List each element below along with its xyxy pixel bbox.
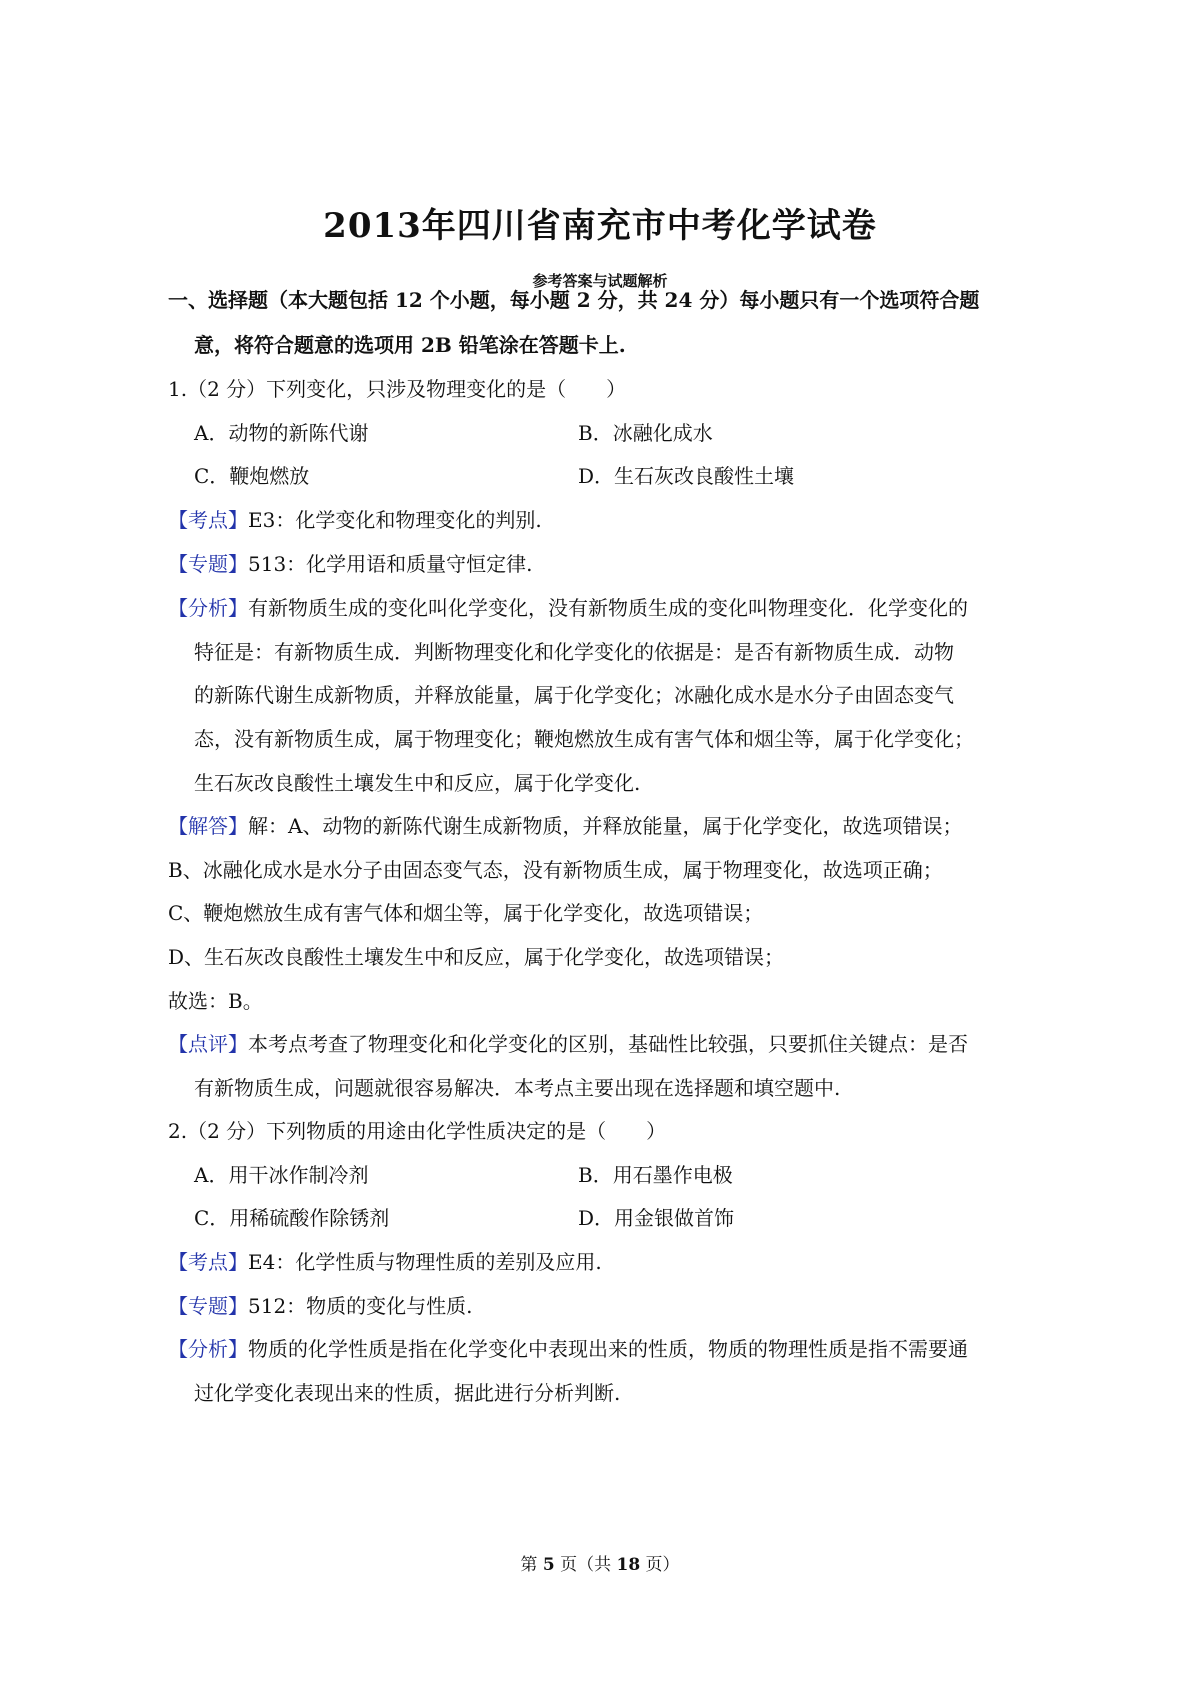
q2-option-b: B．用石墨作电极 <box>578 1163 733 1187</box>
fenxi-text-2: 特征是：有新物质生成．判断物理变化和化学变化的依据是：是否有新物质生成．动物 <box>194 640 954 664</box>
zhuanti-text: 512：物质的变化与性质. <box>248 1294 473 1318</box>
q2-stem: 2.（2 分）下列物质的用途由化学性质决定的是（ ） <box>168 1119 667 1143</box>
q1-jieda <box>168 812 962 840</box>
fenxi-text-3: 的新陈代谢生成新物质，并释放能量，属于化学变化；冰融化成水是水分子由固态变气 <box>194 683 954 707</box>
section-heading-line2: 意，将符合题意的选项用 2B 铅笔涂在答题卡上. <box>194 333 626 357</box>
fenxi-tag: 【分析】 <box>168 1337 248 1361</box>
zhuanti-text: 513：化学用语和质量守恒定律. <box>248 552 533 576</box>
q1-option-a: A．动物的新陈代谢 <box>194 421 369 445</box>
kaodian-text: E4：化学性质与物理性质的差别及应用. <box>248 1250 602 1274</box>
jieda-text-1: 解：A、动物的新陈代谢生成新物质，并释放能量，属于化学变化，故选项错误； <box>248 814 963 838</box>
dianping-text-2: 有新物质生成，问题就很容易解决．本考点主要出现在选择题和填空题中. <box>194 1076 841 1100</box>
page-subtitle: 参考答案与试题解析 <box>532 272 668 290</box>
footer-post: 页） <box>640 1555 680 1575</box>
page-title: 2013年四川省南充市中考化学试卷 <box>323 206 877 246</box>
fenxi-tag: 【分析】 <box>168 596 248 620</box>
q1-dianping <box>168 1030 968 1058</box>
jieda-text-2: B、冰融化成水是水分子由固态变气态，没有新物质生成，属于物理变化，故选项正确； <box>168 858 943 882</box>
kaodian-tag: 【考点】 <box>168 508 248 532</box>
q1-stem: 1.（2 分）下列变化，只涉及物理变化的是（ ） <box>168 377 627 401</box>
q2-kaodian <box>168 1248 602 1276</box>
jieda-text-3: C、鞭炮燃放生成有害气体和烟尘等，属于化学变化，故选项错误； <box>168 901 764 925</box>
q2-option-a: A．用干冰作制冷剂 <box>194 1163 369 1187</box>
dianping-text-1: 本考点考查了物理变化和化学变化的区别，基础性比较强，只要抓住关键点：是否 <box>248 1032 968 1056</box>
footer-pre: 第 <box>520 1555 543 1575</box>
q1-fenxi <box>168 594 968 622</box>
jieda-tag: 【解答】 <box>168 814 248 838</box>
q1-option-d: D．生石灰改良酸性土壤 <box>578 464 795 488</box>
fenxi-text-2: 过化学变化表现出来的性质，据此进行分析判断. <box>194 1381 621 1405</box>
q2-option-c: C．用稀硫酸作除锈剂 <box>194 1206 390 1230</box>
page-footer <box>0 1550 1200 1575</box>
dianping-tag: 【点评】 <box>168 1032 248 1056</box>
kaodian-tag: 【考点】 <box>168 1250 248 1274</box>
q2-fenxi <box>168 1335 968 1363</box>
jieda-text-5: 故选：B。 <box>168 989 263 1013</box>
jieda-text-4: D、生石灰改良酸性土壤发生中和反应，属于化学变化，故选项错误； <box>168 945 785 969</box>
footer-page-number: 5 <box>542 1555 555 1575</box>
q1-option-b: B．冰融化成水 <box>578 421 713 445</box>
footer-total-pages: 18 <box>616 1555 641 1575</box>
q1-zhuanti <box>168 550 533 578</box>
fenxi-text-5: 生石灰改良酸性土壤发生中和反应，属于化学变化. <box>194 771 641 795</box>
q1-option-c: C．鞭炮燃放 <box>194 464 310 488</box>
footer-mid: 页（共 <box>554 1555 617 1575</box>
q2-option-d: D．用金银做首饰 <box>578 1206 735 1230</box>
zhuanti-tag: 【专题】 <box>168 1294 248 1318</box>
zhuanti-tag: 【专题】 <box>168 552 248 576</box>
fenxi-text-1: 有新物质生成的变化叫化学变化，没有新物质生成的变化叫物理变化．化学变化的 <box>248 596 968 620</box>
q2-zhuanti <box>168 1292 473 1320</box>
fenxi-text-1: 物质的化学性质是指在化学变化中表现出来的性质，物质的物理性质是指不需要通 <box>248 1337 968 1361</box>
q1-kaodian <box>168 506 542 534</box>
fenxi-text-4: 态，没有新物质生成，属于物理变化；鞭炮燃放生成有害气体和烟尘等，属于化学变化； <box>194 727 974 751</box>
section-heading-line1: 一、选择题（本大题包括 12 个小题，每小题 2 分，共 24 分）每小题只有一个选项符合题 <box>168 288 980 312</box>
kaodian-text: E3：化学变化和物理变化的判别. <box>248 508 542 532</box>
